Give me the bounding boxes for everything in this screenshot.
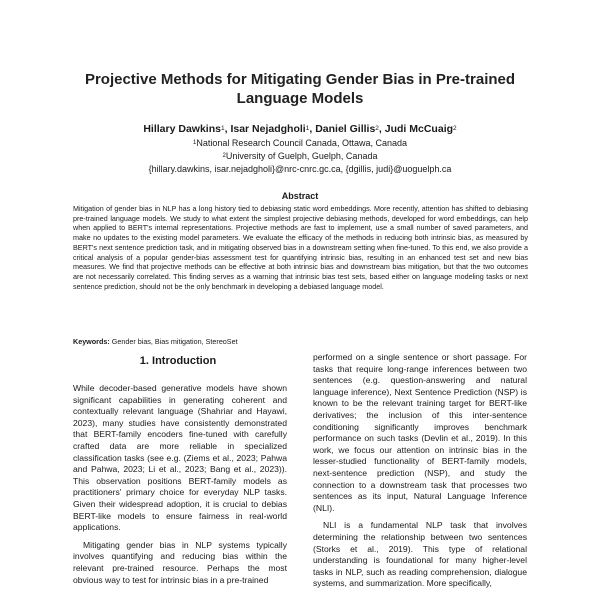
- author-name: Isar Nejadgholi: [230, 123, 306, 135]
- author-list: Hillary Dawkins$^1$, Isar Nejadgholi$^1$, Daniel Gillis$^2$, Judi McCuaig$^2$: [143, 123, 457, 135]
- paper-title: [60, 70, 540, 108]
- affiliation-1-text: National Research Council Canada, Ottawa, Canada: [196, 138, 407, 148]
- right-column: [313, 352, 527, 600]
- paragraph: performed on a single sentence or short passage. For tasks that require long-range inferences between two sentences (e.g. question-answering and natural language inference), Next Sentence Prediction (NSP) is known to be the relevant training target for BERT-like derivatives; the inclusion of this inter-sentence conditioning significantly improves benchmark performance on such tasks (Devlin et al., 2019). In this work, we focus our attention on intrinsic bias in the lesser-studied functionality of BERT-family models, next-sentence prediction (NSP), and study the connection to a downstream task that processes two sentences as its input, Natural Language Inference (NLI).: [313, 352, 527, 513]
- abstract-text: Mitigation of gender bias in NLP has a long history tied to debiasing static word embeddings. More recently, attention has shifted to debiasing pre-trained language models. We study to what extent the simplest projective debiasing methods, developed for word embeddings, can help when applied to BERT's internal representations. Projective methods are fast to implement, use a small number of saved parameters, and make no updates to the existing model parameters. We evaluate the efficacy of the methods in reducing both intrinsic bias, as measured by BERT's next sentence prediction task, and in mitigating observed bias in a downstream setting when fine-tuned. To this end, we also provide a critical analysis of a popular gender-bias assessment test for quantifying intrinsic bias, resulting in an enhanced test set and new bias measures. We find that projective methods can be effective at both intrinsic bias and downstream bias mitigation, but that the two outcomes are not necessarily correlated. This finding serves as a warning that intrinsic bias test sets, based either on language modeling tasks or next sentence prediction, should not be the only benchmark in developing a debiased language model.: [73, 204, 528, 291]
- author-name: Daniel Gillis: [315, 123, 376, 135]
- author-affiliation-marker: 2: [375, 125, 379, 132]
- affiliation-1: [60, 137, 540, 149]
- paragraph: Mitigating gender bias in NLP systems typically involves quantifying and reducing bias within the relevant pre-trained resource. Perhaps the most obvious way to test for intrinsic bias in a pre-trained: [73, 539, 287, 585]
- abstract-heading: Abstract: [281, 191, 319, 201]
- author-name: Judi McCuaig: [384, 123, 454, 135]
- paragraph: While decoder-based generative models have shown significant capabilities in generating coherent and contextually relevant language (Shahriar and Hayawi, 2023), many studies have consistently demonstrated that BERT-family encoders fine-tuned with carefully crafted data are more reliable in specialized classification tasks (see e.g. (Ziems et al., 2023; Pahwa and Pahwa, 2023; Li et al., 2023; Bang et al., 2023)). This observation positions BERT-family models as practitioners' primary choice for everyday NLP tasks. Given their widespread adoption, it is crucial to debias BERT-like models to ensure fairness in real-world applications.: [73, 383, 287, 533]
- affiliation-2-number: 2: [222, 153, 226, 159]
- keywords-text: Gender bias, Bias mitigation, StereoSet: [111, 337, 238, 346]
- keywords-label: Keywords:: [73, 337, 110, 346]
- keywords: [73, 337, 528, 346]
- paragraph: NLI is a fundamental NLP task that involves determining the relationship between two sentences (Storks et al., 2019). This type of relational understanding is foundational for many higher-level tasks in NLP, such as reading comprehension, dialogue systems, and summarization. More specifically,: [313, 520, 527, 589]
- title-line-2: Language Models: [236, 90, 364, 107]
- title-line-1: Projective Methods for Mitigating Gender Bias in Pre-trained: [84, 71, 516, 88]
- affiliation-2: [60, 150, 540, 162]
- author-affiliation-marker: 2: [453, 125, 457, 132]
- affiliation-2-text: University of Guelph, Guelph, Canada: [225, 151, 378, 161]
- affiliation-1-number: 1: [193, 140, 197, 146]
- author-emails: {hillary.dawkins, isar.nejadgholi}@nrc-cnrc.gc.ca, {dgillis, judi}@uoguelph.ca: [148, 164, 452, 174]
- section-heading-introduction: 1. Introduction: [139, 355, 217, 367]
- author-name: Hillary Dawkins: [143, 123, 221, 135]
- author-affiliation-marker: 1: [220, 125, 225, 132]
- author-affiliation-marker: 1: [305, 125, 310, 132]
- left-column: [73, 383, 287, 600]
